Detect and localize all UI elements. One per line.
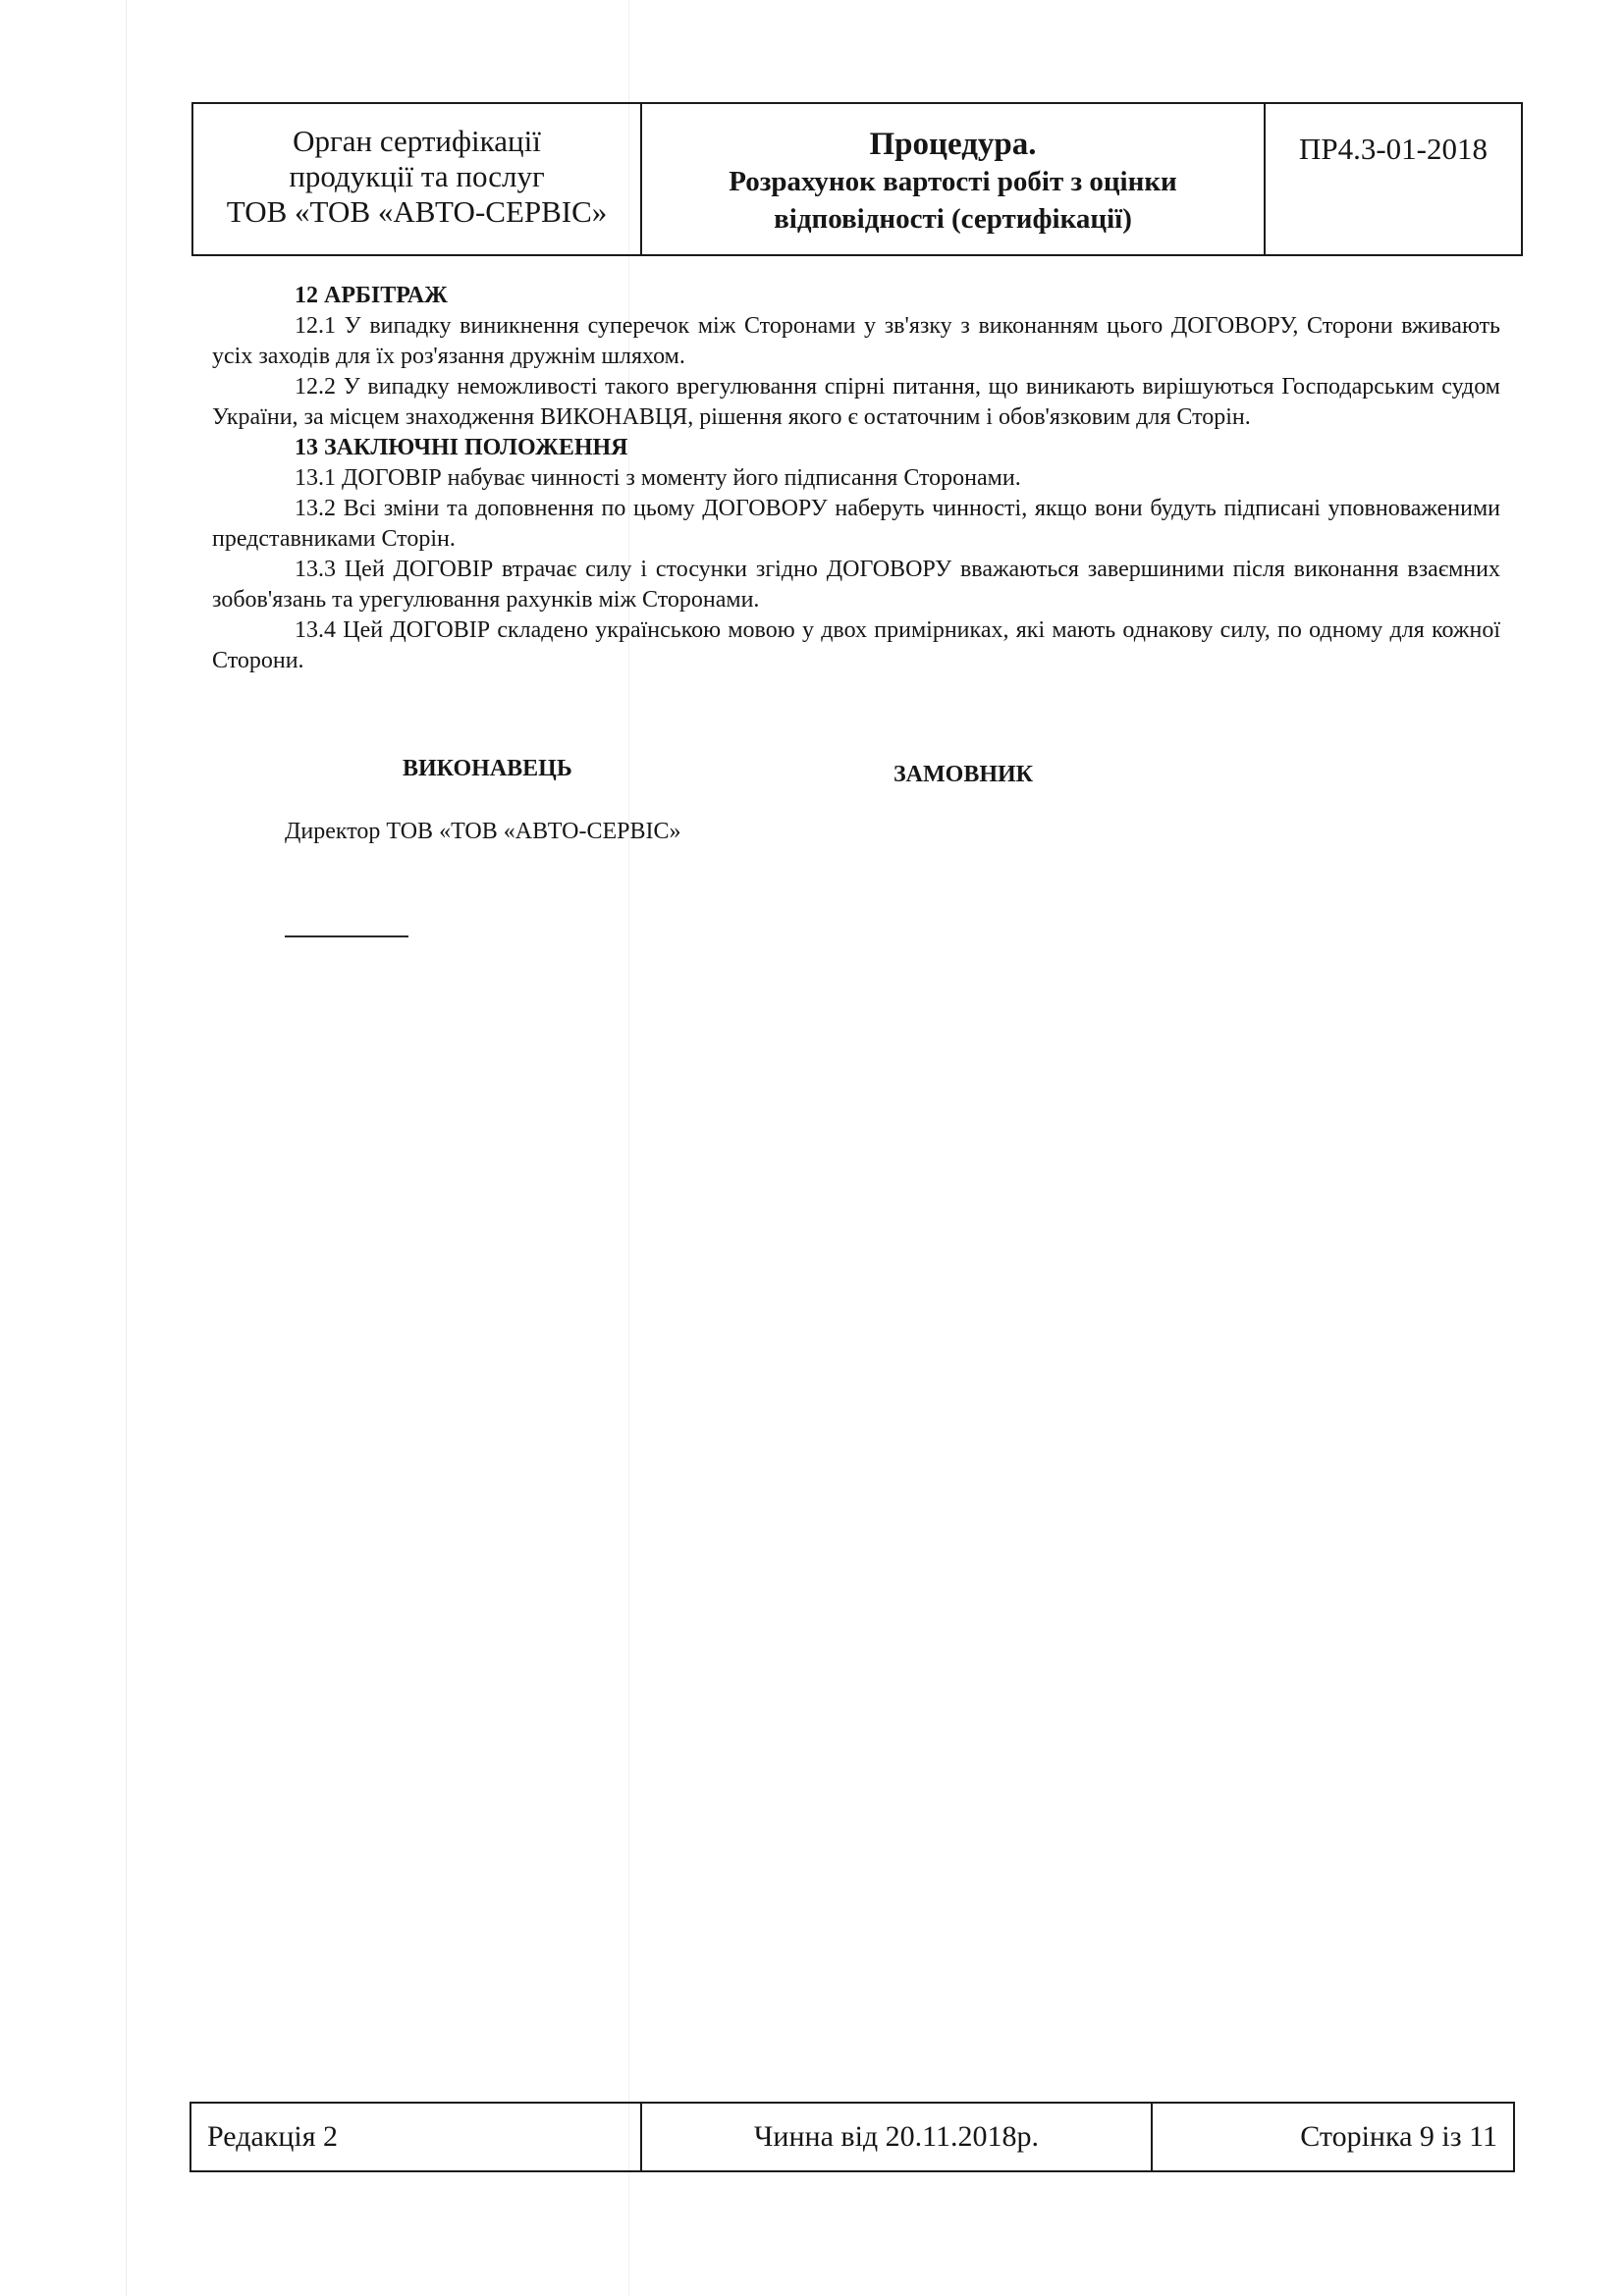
scan-edge-line [126, 0, 127, 2296]
footer-table [189, 2102, 1515, 2172]
valid-from-text: Чинна від 20.11.2018р. [753, 2120, 1040, 2153]
header-table [191, 102, 1523, 256]
organization-line-2: продукції та послуг [289, 159, 545, 193]
footer-page-cell [1151, 2104, 1513, 2170]
organization-line-3: ТОВ «ТОВ «АВТО-СЕРВІС» [226, 194, 608, 229]
footer-edition-cell [191, 2104, 640, 2170]
section-heading-arbitration: 12 АРБІТРАЖ [295, 283, 448, 308]
header-organization-cell [193, 104, 640, 254]
procedure-title: Процедура. [869, 127, 1037, 162]
customer-signature-title: ЗАМОВНИК [893, 762, 1034, 787]
footer-valid-from-cell [640, 2104, 1151, 2170]
paragraph-13-3: 13.3 Цей ДОГОВІР втрачає силу і стосунки згідно ДОГОВОРУ вважаються завершиними після виконання взаємних зобов'язань та урегулювання рахунків між Сторонами. [212, 557, 1500, 613]
page-number-text: Сторінка 9 із 11 [1300, 2120, 1497, 2153]
procedure-subtitle-line-1: Розрахунок вартості робіт з оцінки [729, 166, 1177, 197]
paragraph-12-2: 12.2 У випадку неможливості такого врегулювання спірні питання, що виникають вирішуються Господарським судом України, за місцем знаходження ВИКОНАВЦЯ, рішення якого є остаточним і обов'язковим для Сторін. [212, 374, 1500, 430]
header-code-cell [1264, 104, 1521, 254]
organization-line-1: Орган сертифікації [293, 124, 541, 158]
document-body [212, 281, 1500, 676]
executor-signature-title: ВИКОНАВЕЦЬ [403, 756, 572, 781]
edition-text: Редакція 2 [207, 2120, 339, 2153]
paragraph-12-1: 12.1 У випадку виникнення суперечок між Сторонами у зв'язку з виконанням цього ДОГОВОРУ, Сторони вживають усіх заходів для їх роз'язання дружнім шляхом. [212, 313, 1500, 369]
header-title-cell [640, 104, 1264, 254]
section-heading-final-provisions: 13 ЗАКЛЮЧНІ ПОЛОЖЕННЯ [295, 435, 628, 460]
paragraph-13-4: 13.4 Цей ДОГОВІР складено українською мовою у двох примірниках, які мають однакову силу, по одному для кожної Сторони. [212, 617, 1500, 673]
paragraph-13-2: 13.2 Всі зміни та доповнення по цьому ДОГОВОРУ наберуть чинності, якщо вони будуть підписані уповноваженими представниками Сторін. [212, 496, 1500, 552]
procedure-subtitle-line-2: відповідності (сертифікації) [774, 203, 1132, 235]
executor-position: Директор ТОВ «ТОВ «АВТО-СЕРВІС» [285, 819, 681, 844]
paragraph-13-1: 13.1 ДОГОВІР набуває чинності з моменту його підписання Сторонами. [295, 465, 1021, 491]
signature-line [285, 935, 408, 937]
document-code: ПР4.3-01-2018 [1298, 132, 1489, 166]
